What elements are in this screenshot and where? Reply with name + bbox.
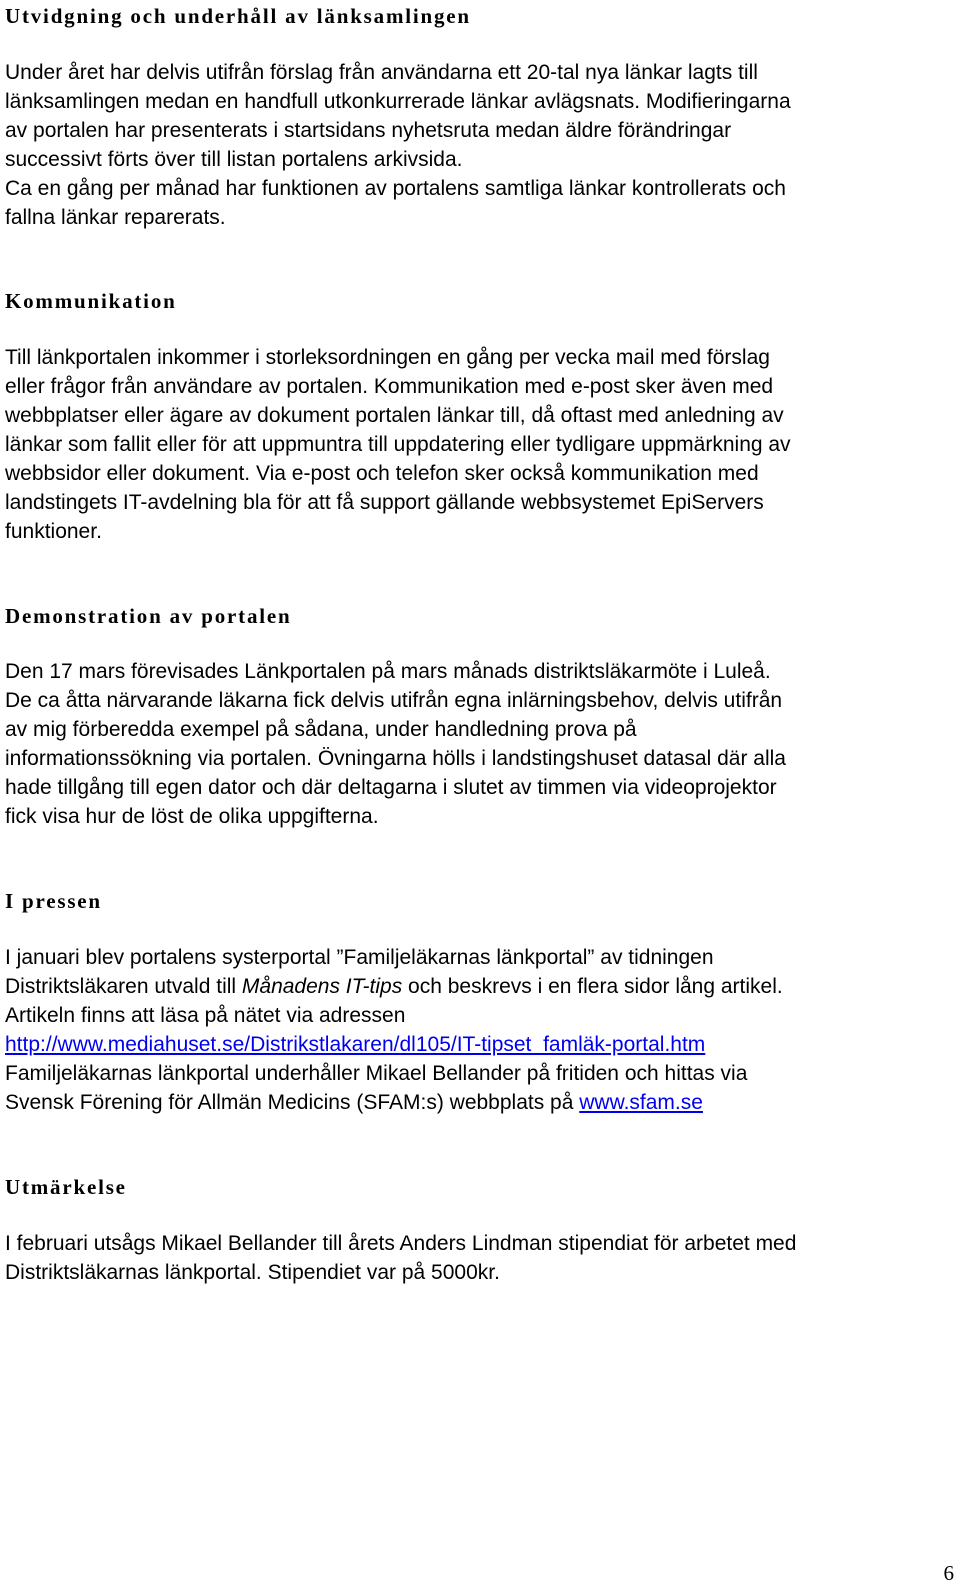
section-paragraph-utmarkelse (5, 1229, 960, 1287)
text-line: länkar som fallit eller för att uppmuntra till uppdatering eller tydligare uppmärkning av (5, 433, 791, 456)
section-heading-i-pressen: I pressen (5, 889, 102, 913)
text-line: successivt förts över till listan portalens arkivsida. (5, 148, 463, 171)
text-line: fick visa hur de löst de olika uppgifterna. (5, 805, 379, 828)
text-line: länksamlingen medan en handfull utkonkurrerade länkar avlägsnats. Modifieringarna (5, 90, 791, 113)
text-line (5, 972, 960, 1001)
text-line: Familjeläkarnas länkportal underhåller Mikael Bellander på fritiden och hittas via (5, 1062, 748, 1085)
text-line: webbplatser eller ägare av dokument portalen länkar till, då oftast med anledning av (5, 404, 784, 427)
magazine-column-title: Månadens IT-tips (241, 975, 403, 998)
text-line: eller frågor från användare av portalen. Kommunikation med e-post sker även med (5, 375, 774, 398)
text-segment: Svensk Förening för Allmän Medicins (SFAM:s) webbplats på (5, 1091, 580, 1114)
text-line: Ca en gång per månad har funktionen av portalens samtliga länkar kontrollerats och (5, 177, 786, 200)
text-line (5, 1030, 960, 1059)
sfam-link[interactable]: www.sfam.se (579, 1091, 703, 1114)
section-heading-utmarkelse: Utmärkelse (5, 1175, 127, 1199)
text-line: Under året har delvis utifrån förslag från användarna ett 20-tal nya länkar lagts till (5, 61, 758, 84)
section-heading-kommunikation: Kommunikation (5, 289, 177, 313)
text-line: av portalen har presenterats i startsidans nyhetsruta medan äldre förändringar (5, 119, 732, 142)
page-number: 6 (943, 1561, 954, 1585)
section-paragraph-utvidgning (5, 58, 960, 232)
text-line: Artikeln finns att läsa på nätet via adressen (5, 1004, 406, 1027)
text-line: av mig förberedda exempel på sådana, under handledning prova på (5, 718, 637, 741)
text-line: I februari utsågs Mikael Bellander till årets Anders Lindman stipendiat för arbetet med (5, 1232, 797, 1255)
section-paragraph-demonstration (5, 657, 960, 831)
text-segment: och beskrevs i en flera sidor lång artikel. (402, 975, 783, 998)
text-line: landstingets IT-avdelning bla för att få support gällande webbsystemet EpiServers (5, 491, 764, 514)
text-line: Till länkportalen inkommer i storleksordningen en gång per vecka mail med förslag (5, 346, 770, 369)
text-line (5, 1088, 960, 1117)
section-heading-demonstration: Demonstration av portalen (5, 604, 292, 628)
text-line: De ca åtta närvarande läkarna fick delvis utifrån egna inlärningsbehov, delvis utifrån (5, 689, 783, 712)
text-line: informationssökning via portalen. Övningarna hölls i landstingshuset datasal där alla (5, 747, 786, 770)
text-line: Distriktsläkarnas länkportal. Stipendiet var på 5000kr. (5, 1261, 500, 1284)
text-segment: Distriktsläkaren utvald till (5, 975, 242, 998)
section-heading-utvidgning: Utvidgning och underhåll av länksamlingen (5, 4, 471, 28)
section-paragraph-i-pressen (5, 943, 960, 1117)
text-line: Den 17 mars förevisades Länkportalen på mars månads distriktsläkarmöte i Luleå. (5, 660, 771, 683)
section-paragraph-kommunikation (5, 343, 960, 546)
article-link[interactable]: http://www.mediahuset.se/Distrikstlakaren/dl105/IT-tipset_famläk-portal.htm (5, 1033, 706, 1056)
text-line: I januari blev portalens systerportal ”Familjeläkarnas länkportal” av tidningen (5, 946, 714, 969)
text-line: hade tillgång till egen dator och där deltagarna i slutet av timmen via videoprojektor (5, 776, 777, 799)
text-line: fallna länkar reparerats. (5, 206, 226, 229)
text-line: funktioner. (5, 520, 102, 543)
text-line: webbsidor eller dokument. Via e-post och telefon sker också kommunikation med (5, 462, 759, 485)
